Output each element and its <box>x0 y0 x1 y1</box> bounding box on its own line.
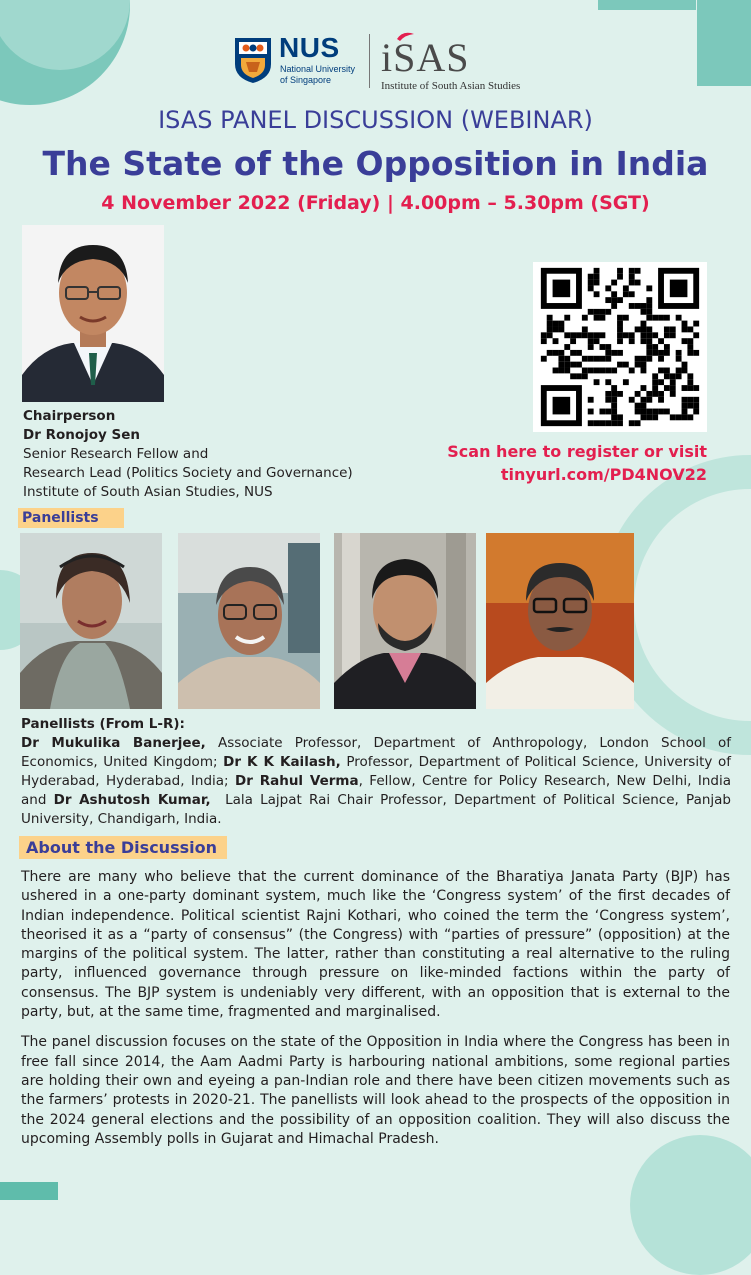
panellist-photo-3 <box>334 533 476 709</box>
panellist-photo-2 <box>178 533 320 709</box>
about-text <box>21 868 730 1160</box>
logo-divider <box>369 34 370 88</box>
register-link[interactable]: tinyurl.com/PD4NOV22 <box>500 465 707 484</box>
panellist-4-desc: Lala Lajpat Rai Chair Professor, Department of Political Science, Panjab University, Chandigarh, India. <box>21 792 736 827</box>
decorative-square-bottom-left <box>0 1182 58 1200</box>
chairperson-title-2: Research Lead (Politics Society and Governance) <box>23 465 353 481</box>
isas-name: iSAS <box>381 35 470 80</box>
nus-crest-icon <box>233 36 273 84</box>
panellist-1-desc: Associate Professor, Department of Anthropology, London School of Economics, United Kingdom; <box>21 735 731 770</box>
panellists-tag: Panellists <box>18 508 124 528</box>
chairperson-title-1: Senior Research Fellow and <box>23 446 209 462</box>
panellist-photo-4 <box>486 533 634 709</box>
panellists-list-heading: Panellists (From L-R): <box>21 716 185 732</box>
nus-subtitle <box>280 64 355 86</box>
panellist-2-name: Dr K K Kailash, <box>223 754 341 770</box>
register-instructions <box>445 440 707 486</box>
panellists-list-body <box>21 734 736 829</box>
panellists-list <box>21 715 736 829</box>
decorative-square-top-right-1 <box>598 0 696 10</box>
panellist-4-name: Dr Ashutosh Kumar, <box>53 792 211 808</box>
nus-subtitle-line-1: National University <box>280 64 356 74</box>
panellist-1-name: Dr Mukulika Banerjee, <box>21 735 206 751</box>
nus-name: NUS <box>279 32 340 63</box>
about-tag: About the Discussion <box>19 836 227 859</box>
event-series: ISAS PANEL DISCUSSION (WEBINAR) <box>158 106 593 134</box>
event-datetime: 4 November 2022 (Friday) | 4.00pm – 5.30pm (SGT) <box>101 192 650 214</box>
panellist-photo-1 <box>20 533 162 709</box>
event-title: The State of the Opposition in India <box>42 144 709 183</box>
nus-subtitle-line-2: of Singapore <box>280 75 332 85</box>
registration-qr-code[interactable] <box>533 262 707 432</box>
panellist-2-desc: Professor, Department of Political Science, University of Hyderabad, Hyderabad, India; <box>21 754 731 789</box>
panellist-3-name: Dr Rahul Verma <box>235 773 359 789</box>
chairperson-photo <box>22 225 164 402</box>
isas-subtitle: Institute of South Asian Studies <box>381 80 521 92</box>
about-paragraph-1: There are many who believe that the current dominance of the Bharatiya Janata Party (BJP) has ushered in a one-party dominant system, much like the ‘Congress system’ of the first decades of Indian independence. Political scientist Rajni Kothari, who coined the term the ‘Congress system’, theorised it as a “party of consensus” (the Congress) with “parties of pressure” (opposition) at the margins of the political system. The latter, rather than constituting a real alternative to the ruling party, influenced governance through pressure on like-minded factions within the party of consensus. The BJP system is undeniably very different, with an opposition that is external to the party, but, at the same time, fragmented and marginalised. <box>21 869 730 1021</box>
chairperson-affiliation: Institute of South Asian Studies, NUS <box>23 484 273 500</box>
register-line-1: Scan here to register or visit <box>447 442 707 461</box>
chairperson-role: Chairperson <box>23 408 116 424</box>
chairperson-info <box>23 407 353 502</box>
logo-header <box>0 30 751 92</box>
about-paragraph-2: The panel discussion focuses on the state of the Opposition in India where the Congress has been in free fall since 2014, the Aam Aadmi Party is harbouring national ambitions, some regional parties are holding their own and eyeing a pan-Indian role and there have been citizen movements such as the farmers’ protests in 2020-21. The panellists will look ahead to the prospects of the opposition in the 2024 general elections and the possibility of an opposition coalition. They will also discuss the upcoming Assembly polls in Gujarat and Himachal Pradesh. <box>21 1034 730 1147</box>
panellist-3-desc: , Fellow, Centre for Policy Research, New Delhi, India and <box>21 773 731 808</box>
chairperson-name: Dr Ronojoy Sen <box>23 427 141 443</box>
